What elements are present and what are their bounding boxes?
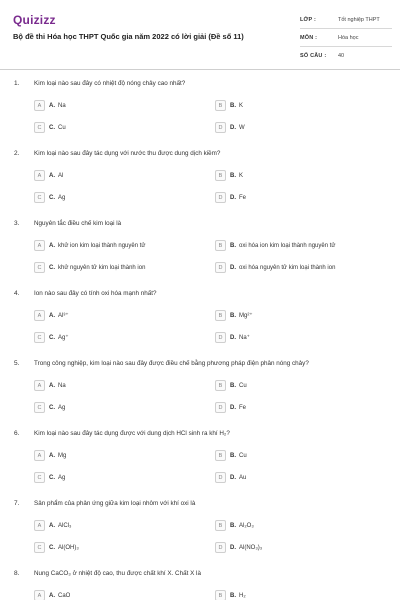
answer-option-c[interactable]: [34, 331, 69, 344]
question-text: Nguyên tắc điều chế kim loại là: [34, 220, 122, 227]
option-letter-box: A: [34, 170, 45, 181]
answer-option-a[interactable]: [34, 239, 145, 252]
question-item: [0, 430, 400, 500]
option-tag: A.: [49, 172, 55, 179]
answer-option-b[interactable]: [215, 449, 247, 462]
option-text: khử nguyên tử kim loại thành ion: [58, 264, 146, 271]
option-letter-box: C: [34, 402, 45, 413]
option-tag: B.: [230, 242, 236, 249]
option-tag: D.: [230, 544, 236, 551]
option-tag: B.: [230, 522, 236, 529]
answer-option-d[interactable]: [215, 331, 250, 344]
answer-option-c[interactable]: [34, 191, 65, 204]
answer-option-d[interactable]: [215, 261, 335, 274]
option-letter-box: A: [34, 450, 45, 461]
question-number: 4.: [14, 290, 20, 297]
question-text: Kim loại nào sau đây có nhiệt độ nóng chảy cao nhất?: [34, 80, 186, 87]
option-tag: B.: [230, 382, 236, 389]
option-tag: D.: [230, 194, 236, 201]
answer-option-a[interactable]: [34, 519, 71, 532]
option-letter-box: B: [215, 100, 226, 111]
option-letter-box: B: [215, 240, 226, 251]
option-letter-box: C: [34, 192, 45, 203]
meta-label: SỐ CÂU :: [300, 53, 327, 59]
question-text: Ion nào sau đây có tính oxi hóa mạnh nhất?: [34, 290, 157, 297]
option-tag: B.: [230, 452, 236, 459]
question-item: [0, 80, 400, 150]
option-letter-box: A: [34, 240, 45, 251]
answer-option-a[interactable]: [34, 379, 66, 392]
option-text: Au: [239, 474, 247, 481]
question-item: [0, 570, 400, 600]
answer-option-b[interactable]: [215, 169, 243, 182]
option-tag: B.: [230, 172, 236, 179]
answer-option-b[interactable]: [215, 519, 254, 532]
answer-option-b[interactable]: [215, 379, 247, 392]
quizizz-logo: Quizizz: [13, 13, 56, 27]
option-letter-box: D: [215, 332, 226, 343]
option-letter-box: B: [215, 170, 226, 181]
answer-option-c[interactable]: [34, 401, 65, 414]
question-item: [0, 290, 400, 360]
option-letter-box: D: [215, 542, 226, 553]
option-tag: C.: [49, 124, 55, 131]
option-text: Na⁺: [239, 335, 250, 341]
question-number: 5.: [14, 360, 20, 367]
meta-class: [300, 11, 392, 29]
answer-option-a[interactable]: [34, 589, 70, 600]
answer-option-a[interactable]: [34, 449, 66, 462]
option-text: K: [239, 102, 244, 109]
option-letter-box: C: [34, 472, 45, 483]
question-number: 2.: [14, 150, 20, 157]
option-tag: D.: [230, 264, 236, 271]
option-text: CaO: [58, 592, 71, 599]
option-tag: C.: [49, 334, 55, 341]
option-text: Mg²⁺: [239, 313, 253, 319]
option-letter-box: B: [215, 450, 226, 461]
answer-option-b[interactable]: [215, 99, 243, 112]
option-text: W: [239, 124, 245, 131]
question-item: [0, 150, 400, 220]
option-tag: A.: [49, 382, 55, 389]
option-text: Ag: [58, 194, 66, 201]
option-tag: C.: [49, 474, 55, 481]
option-letter-box: B: [215, 380, 226, 391]
option-text: Al₂O₃: [239, 522, 254, 529]
option-text: Cu: [239, 452, 247, 459]
answer-option-c[interactable]: [34, 541, 79, 554]
option-tag: D.: [230, 474, 236, 481]
option-text: Al³⁺: [58, 313, 69, 319]
answer-option-c[interactable]: [34, 121, 66, 134]
answer-option-a[interactable]: [34, 309, 69, 322]
answer-option-a[interactable]: [34, 169, 63, 182]
answer-option-d[interactable]: [215, 121, 245, 134]
option-text: khử ion kim loại thành nguyên tử: [58, 242, 146, 249]
option-tag: A.: [49, 242, 55, 249]
question-text: Sản phẩm của phản ứng giữa kim loại nhôm với khí oxi là: [34, 500, 196, 507]
question-text: Kim loại nào sau đây tác dụng với nước thu được dung dịch kiềm?: [34, 150, 221, 157]
answer-option-c[interactable]: [34, 471, 65, 484]
question-item: [0, 500, 400, 570]
option-letter-box: A: [34, 380, 45, 391]
option-tag: A.: [49, 452, 55, 459]
answer-option-b[interactable]: [215, 589, 246, 600]
question-text: Nung CaCO₃ ở nhiệt độ cao, thu được chất khí X. Chất X là: [34, 570, 201, 577]
option-letter-box: A: [34, 310, 45, 321]
question-number: 8.: [14, 570, 20, 577]
answer-option-d[interactable]: [215, 541, 262, 554]
question-number: 3.: [14, 220, 20, 227]
option-text: oxi hóa ion kim loại thành nguyên tử: [239, 242, 336, 249]
question-number: 1.: [14, 80, 20, 87]
option-text: oxi hóa nguyên tử kim loại thành ion: [239, 264, 336, 271]
option-letter-box: C: [34, 262, 45, 273]
option-tag: A.: [49, 312, 55, 319]
question-item: [0, 220, 400, 290]
option-letter-box: B: [215, 590, 226, 600]
option-text: H₂: [239, 592, 246, 599]
option-text: Al: [58, 172, 64, 179]
meta-value: 40: [338, 53, 345, 59]
answer-option-d[interactable]: [215, 401, 246, 414]
meta-subject: [300, 29, 392, 47]
option-letter-box: C: [34, 542, 45, 553]
option-letter-box: D: [215, 472, 226, 483]
option-tag: C.: [49, 264, 55, 271]
answer-option-d[interactable]: [215, 471, 246, 484]
option-tag: C.: [49, 404, 55, 411]
option-text: Na: [58, 102, 66, 109]
option-text: Ag⁺: [58, 335, 69, 341]
question-text: Kim loại nào sau đây tác dụng được với dung dịch HCl sinh ra khí H₂?: [34, 430, 230, 437]
option-tag: D.: [230, 124, 236, 131]
option-letter-box: B: [215, 520, 226, 531]
question-number: 6.: [14, 430, 20, 437]
option-letter-box: B: [215, 310, 226, 321]
meta-label: MÔN :: [300, 34, 318, 41]
question-number: 7.: [14, 500, 20, 507]
meta-label: LỚP :: [300, 16, 316, 23]
option-letter-box: D: [215, 192, 226, 203]
option-text: Mg: [58, 452, 67, 459]
option-tag: A.: [49, 522, 55, 529]
worksheet-title: Bộ đề thi Hóa học THPT Quốc gia năm 2022 có lời giải (Đề số 11): [13, 32, 244, 41]
worksheet-header: [0, 0, 400, 70]
option-letter-box: A: [34, 590, 45, 600]
option-text: Na: [58, 382, 66, 389]
option-tag: C.: [49, 194, 55, 201]
option-text: AlCl₃: [58, 522, 72, 529]
option-tag: D.: [230, 404, 236, 411]
option-text: Al(NO₃)₃: [239, 544, 263, 551]
answer-option-c[interactable]: [34, 261, 145, 274]
meta-value: Hóa học: [338, 34, 359, 41]
option-letter-box: D: [215, 402, 226, 413]
option-text: Cu: [58, 124, 66, 131]
option-text: Ag: [58, 474, 66, 481]
option-letter-box: C: [34, 122, 45, 133]
option-tag: C.: [49, 544, 55, 551]
option-text: K: [239, 172, 244, 179]
option-tag: B.: [230, 592, 236, 599]
answer-option-a[interactable]: [34, 99, 66, 112]
option-tag: B.: [230, 102, 236, 109]
option-letter-box: D: [215, 122, 226, 133]
option-letter-box: A: [34, 520, 45, 531]
worksheet-meta: [300, 11, 392, 65]
option-tag: A.: [49, 592, 55, 599]
option-text: Al(OH)₃: [58, 544, 79, 551]
option-text: Ag: [58, 404, 66, 411]
answer-option-d[interactable]: [215, 191, 246, 204]
option-text: Fe: [239, 194, 247, 201]
option-letter-box: A: [34, 100, 45, 111]
meta-value: Tốt nghiệp THPT: [338, 16, 380, 23]
question-item: [0, 360, 400, 430]
option-tag: D.: [230, 334, 236, 341]
option-text: Cu: [239, 382, 247, 389]
answer-option-b[interactable]: [215, 309, 253, 322]
answer-option-b[interactable]: [215, 239, 335, 252]
question-text: Trong công nghiệp, kim loại nào sau đây được điều chế bằng phương pháp điện phân nóng chảy?: [34, 360, 309, 367]
option-text: Fe: [239, 404, 247, 411]
option-tag: B.: [230, 312, 236, 319]
meta-question-count: [300, 47, 392, 65]
option-letter-box: D: [215, 262, 226, 273]
option-tag: A.: [49, 102, 55, 109]
option-letter-box: C: [34, 332, 45, 343]
